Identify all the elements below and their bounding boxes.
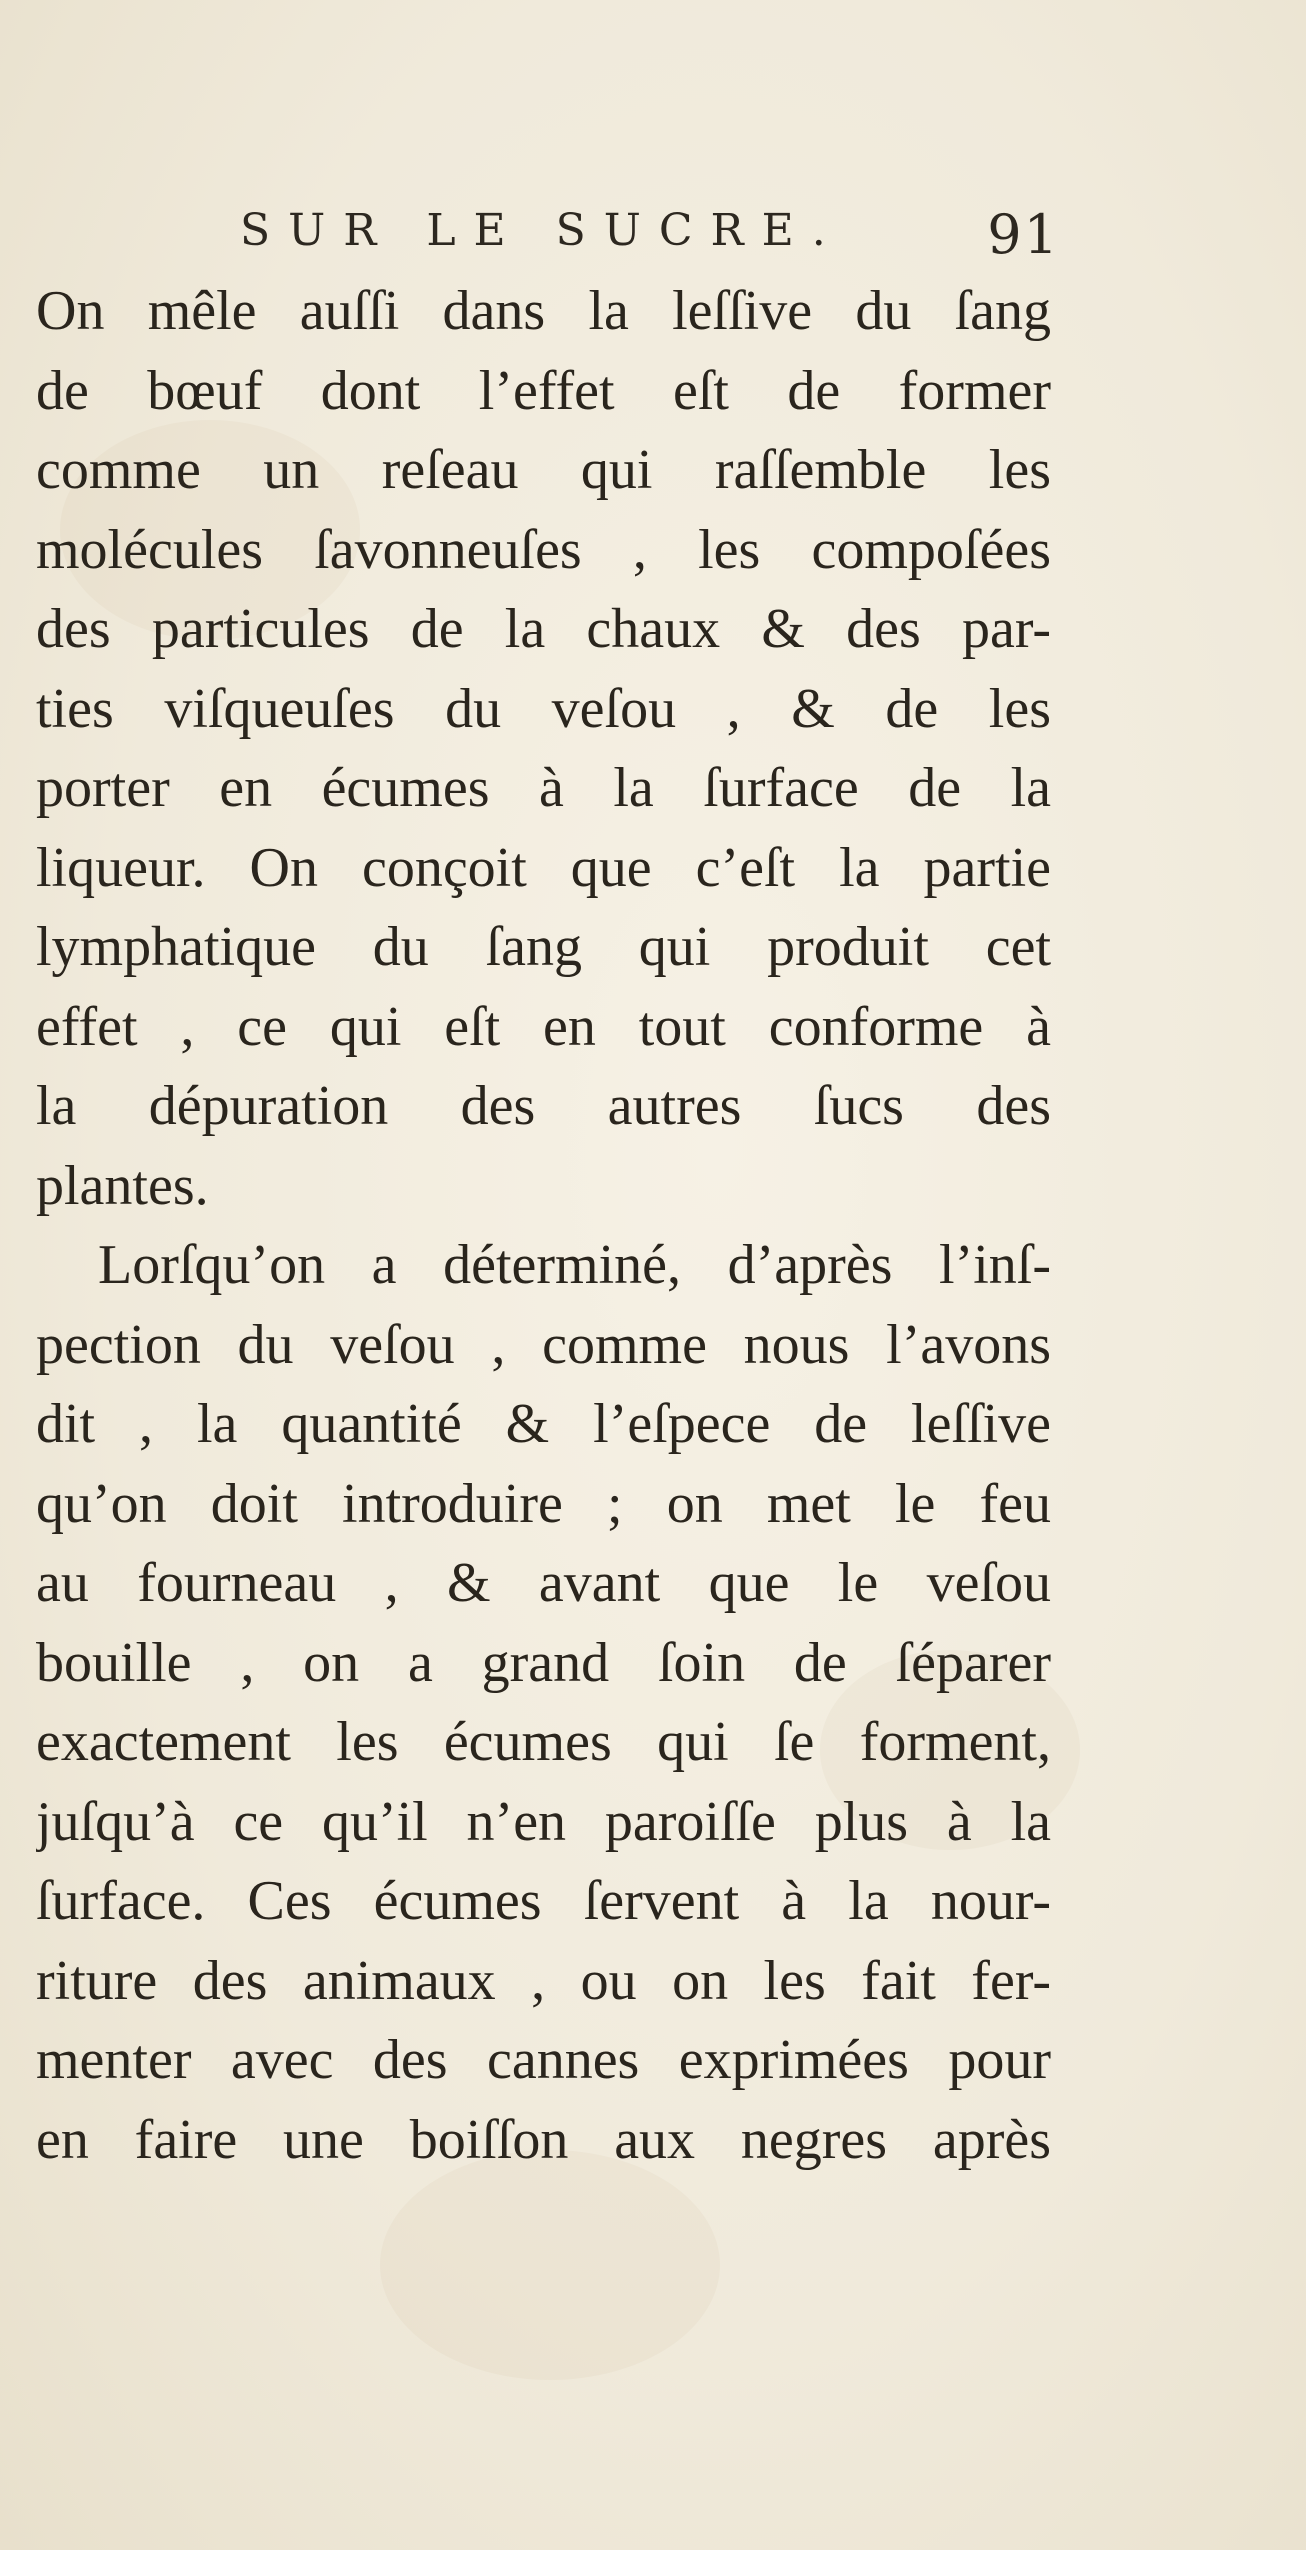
text-line: riture des animaux , ou on les fait fer- [36, 1949, 1051, 2012]
text-line: des particules de la chaux & des par- [36, 598, 1051, 660]
text-line: au fourneau , & avant que le veſou [36, 1552, 1051, 1614]
page-number: 91 [987, 203, 1060, 266]
text-line: pection du veſou , comme nous l’avons [36, 1313, 1051, 1376]
text-line: plantes. [36, 1154, 209, 1217]
text-line: dit , la quantité & l’eſpece de leſſive [36, 1393, 1051, 1455]
text-line: la dépuration des autres ſucs des [36, 1075, 1051, 1137]
text-line: juſqu’à ce qu’il n’en paroiſſe plus à la [36, 1790, 1051, 1853]
text-line: porter en écumes à la ſurface de la [36, 757, 1051, 819]
text-line: exactement les écumes qui ſe forment, [36, 1711, 1051, 1773]
page-header [240, 205, 1060, 265]
text-line: menter avec des cannes exprimées pour [36, 2029, 1051, 2091]
text-line: Lorſqu’on a déterminé, d’après l’inſ- [98, 1234, 1051, 1296]
text-line: ſurface. Ces écumes ſervent à la nour- [36, 1870, 1051, 1932]
text-line: de bœuf dont l’effet eſt de former [36, 359, 1051, 422]
text-line: qu’on doit introduire ; on met le feu [36, 1472, 1051, 1535]
running-title: SUR LE SUCRE. [240, 205, 844, 256]
body-text [36, 272, 1051, 2180]
text-line: en faire une boiſſon aux negres après [36, 2108, 1051, 2171]
text-line: effet , ce qui eſt en tout conforme à [36, 995, 1051, 1058]
text-line: On mêle auſſi dans la leſſive du ſang [36, 280, 1051, 342]
text-line: lymphatique du ſang qui produit cet [36, 916, 1051, 978]
paper-stain [380, 2150, 720, 2380]
text-line: bouille , on a grand ſoin de ſéparer [36, 1631, 1051, 1694]
text-line: ties viſqueuſes du veſou , & de les [36, 677, 1051, 740]
text-line: molécules ſavonneuſes , les compoſées [36, 518, 1051, 581]
text-line: liqueur. On conçoit que c’eſt la partie [36, 836, 1051, 899]
text-line: comme un reſeau qui raſſemble les [36, 439, 1051, 501]
